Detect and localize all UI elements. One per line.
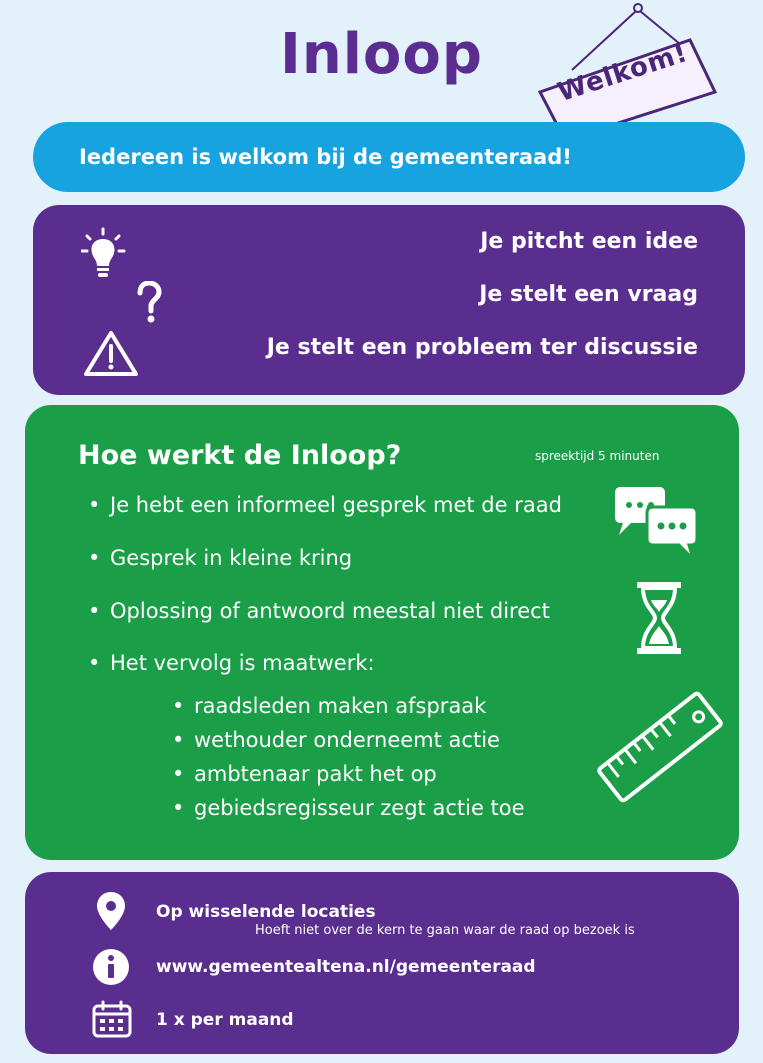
info-icon <box>91 947 131 987</box>
list-item: • Het vervolg is maatwerk: <box>88 651 375 675</box>
frequency-text: 1 x per maand <box>156 1010 294 1030</box>
list-item: • Gesprek in kleine kring <box>88 546 353 570</box>
how-title: Hoe werkt de Inloop? <box>78 440 402 471</box>
welcome-sign-text: Welkom! <box>554 37 692 109</box>
ways-panel <box>33 205 745 395</box>
list-item: • Je hebt een informeel gesprek met de raad <box>88 493 562 517</box>
chat-bubbles-icon <box>613 483 699 565</box>
page-title: Inloop <box>280 22 483 87</box>
location-pin-icon <box>95 890 127 932</box>
list-item: • Oplossing of antwoord meestal niet direct <box>88 599 550 623</box>
sub-list-item: • ambtenaar pakt het op <box>172 762 437 786</box>
sub-list-item: • raadsleden maken afspraak <box>172 694 487 718</box>
welcome-banner: Iedereen is welkom bij de gemeenteraad! <box>33 122 745 192</box>
question-mark-icon <box>135 281 163 325</box>
location-text: Op wisselende locaties <box>156 902 376 922</box>
hourglass-icon <box>635 580 683 656</box>
way-item: Je stelt een vraag <box>479 282 698 307</box>
way-item: Je stelt een probleem ter discussie <box>266 335 698 360</box>
lightbulb-icon <box>81 227 129 279</box>
way-item: Je pitcht een idee <box>480 229 698 254</box>
calendar-icon <box>91 1000 133 1038</box>
ruler-icon <box>595 690 725 805</box>
location-subtext: Hoeft niet over de kern te gaan waar de raad op bezoek is <box>255 923 635 938</box>
website-link[interactable]: www.gemeentealtena.nl/gemeenteraad <box>156 957 536 977</box>
sub-list-item: • wethouder onderneemt actie <box>172 728 500 752</box>
sub-list-item: • gebiedsregisseur zegt actie toe <box>172 796 525 820</box>
info-panel <box>25 872 739 1054</box>
speaking-time-note: spreektijd 5 minuten <box>535 449 660 463</box>
how-panel <box>25 405 739 860</box>
warning-icon <box>83 329 139 377</box>
